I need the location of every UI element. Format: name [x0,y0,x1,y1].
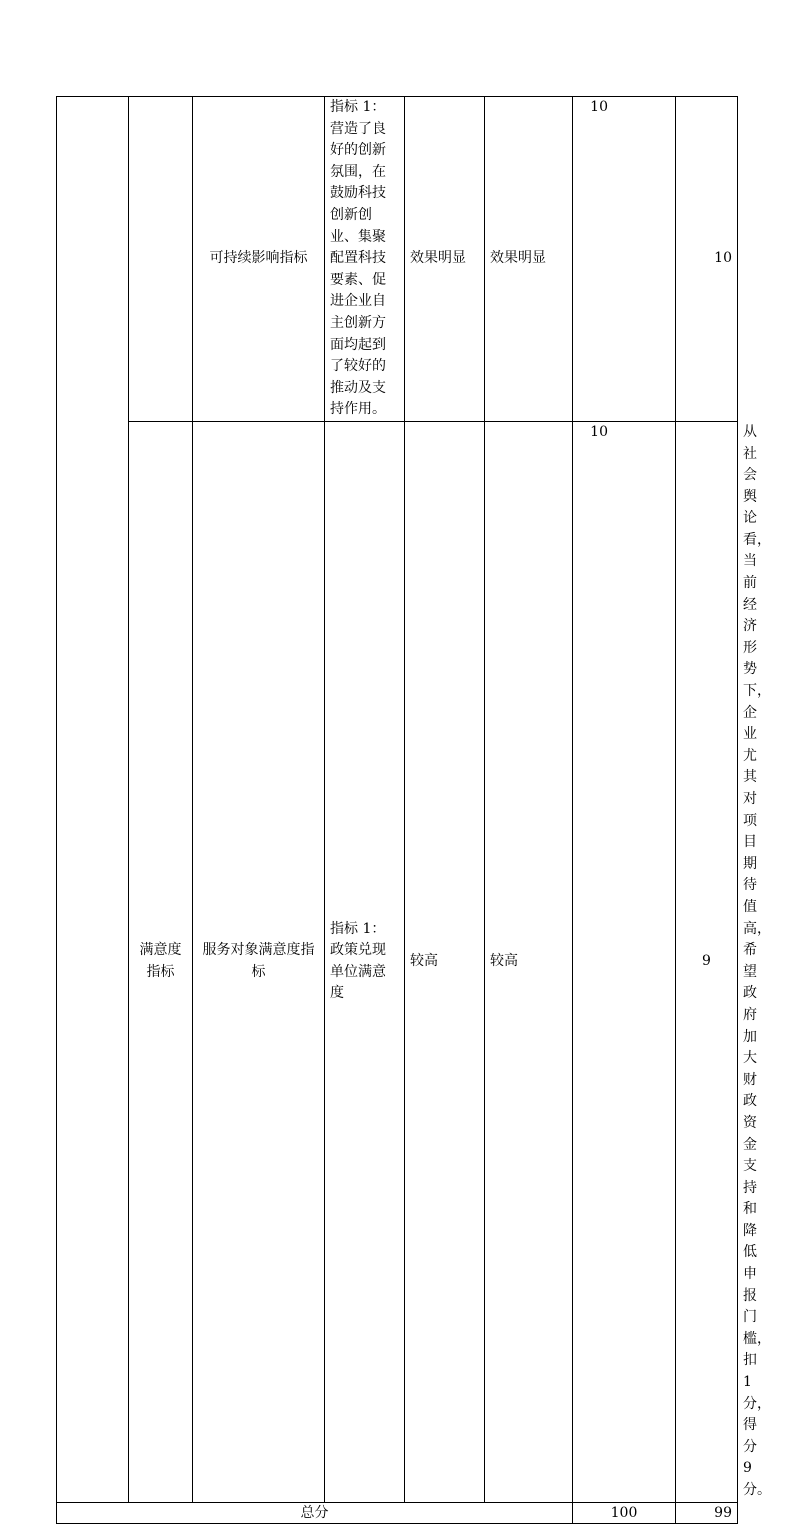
indicator-content-cell: 指标 1：营造了良好的创新氛围，在鼓励科技创新创业、集聚配置科技要素、促进企业自主创新方面均起到了较好的推动及支持作用。 [325,97,405,422]
total-weight-cell: 100 [573,1502,676,1523]
tertiary-indicator-cell: 服务对象满意度指标 [193,421,325,1502]
tertiary-indicator-cell: 可持续影响指标 [193,97,325,422]
weight-cell: 10 [590,99,608,115]
indicator-content-cell: 指标 1：政策兑现单位满意度 [325,421,405,1502]
performance-evaluation-table [56,96,771,1524]
table-row: 满意度指标 服务对象满意度指标 指标 1：政策兑现单位满意度 较高 较高 10 9 从社会舆论看，当前经济形势下，企业尤其对项目期待值高，希望政府加大财政资金支持和降低申报门槛，扣 1 分，得分 9 分。 [57,421,738,1502]
total-label-cell: 总分 [57,1502,573,1523]
table-row [57,97,738,422]
weight-cell: 10 [590,423,608,440]
target-value-cell: 较高 [405,421,485,1502]
target-value-cell: 效果明显 [405,97,485,422]
weight-cell-wrapper [573,421,676,1502]
weight-cell-wrapper [573,97,676,422]
secondary-indicator-cell: 满意度指标 [129,421,193,1502]
primary-indicator-cell [57,97,129,1503]
actual-value-cell: 效果明显 [485,97,573,422]
actual-value-cell: 较高 [485,421,573,1502]
secondary-indicator-cell [129,97,193,422]
total-row [57,1502,738,1523]
total-score-cell: 99 [676,1502,738,1523]
score-cell: 9 [676,421,738,1502]
score-cell: 10 [676,97,738,422]
